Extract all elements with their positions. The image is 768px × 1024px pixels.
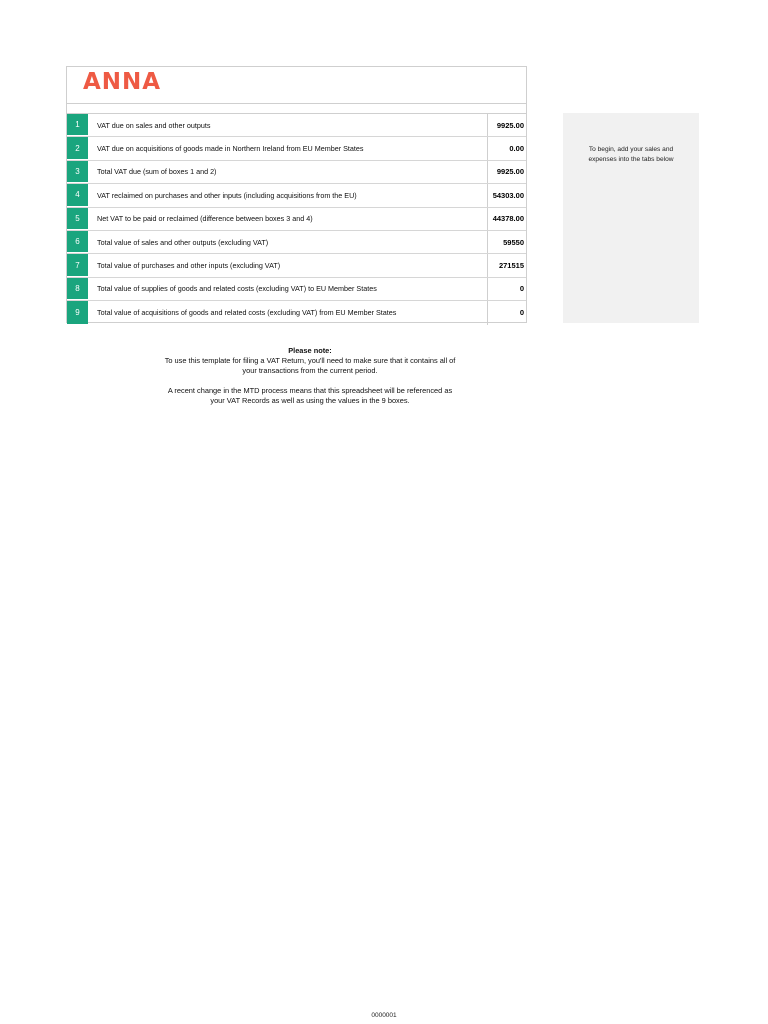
box-number: 3 [67, 161, 88, 183]
instruction-text: To begin, add your sales and expenses into the tabs below [588, 146, 674, 163]
box-value[interactable]: 9925.00 [487, 161, 526, 183]
vat-box-row [67, 278, 526, 301]
box-value[interactable]: 0.00 [487, 137, 526, 159]
box-value[interactable]: 9925.00 [487, 114, 526, 136]
box-description: Total value of supplies of goods and related costs (excluding VAT) to EU Member States [97, 284, 377, 294]
box-number: 7 [67, 254, 88, 276]
box-number: 2 [67, 137, 88, 159]
vat-box-row [67, 208, 526, 231]
box-number: 4 [67, 184, 88, 206]
instruction-panel [563, 113, 699, 323]
note-title: Please note: [288, 346, 332, 355]
box-number: 5 [67, 208, 88, 230]
box-description: VAT due on acquisitions of goods made in Northern Ireland from EU Member States [97, 144, 364, 154]
vat-box-row [67, 231, 526, 254]
vat-box-row [67, 254, 526, 277]
box-value[interactable]: 59550 [487, 231, 526, 253]
box-description: Net VAT to be paid or reclaimed (difference between boxes 3 and 4) [97, 214, 313, 224]
box-description: Total value of acquisitions of goods and related costs (excluding VAT) from EU Member States [97, 308, 397, 318]
vat-box-row [67, 114, 526, 137]
box-value[interactable]: 54303.00 [487, 184, 526, 206]
box-description: Total value of purchases and other inputs (excluding VAT) [97, 261, 281, 271]
spacer-row [67, 103, 526, 114]
box-description: VAT due on sales and other outputs [97, 120, 211, 130]
box-description: Total VAT due (sum of boxes 1 and 2) [97, 167, 217, 177]
vat-boxes-table [67, 114, 526, 325]
box-number: 1 [67, 114, 88, 136]
vat-box-row [67, 184, 526, 207]
logo-row [67, 67, 526, 104]
box-description: Total value of sales and other outputs (excluding VAT) [97, 237, 269, 247]
vat-return-sheet [66, 66, 527, 323]
vat-box-row [67, 137, 526, 160]
vat-box-row [67, 301, 526, 324]
note-paragraph-2: A recent change in the MTD process means that this spreadsheet will be referenced as your VAT Records as well as using the values in the 9 boxes. [167, 386, 453, 405]
vat-box-row [67, 161, 526, 184]
box-value[interactable]: 44378.00 [487, 208, 526, 230]
box-number: 6 [67, 231, 88, 253]
box-description: VAT reclaimed on purchases and other inputs (including acquisitions from the EU) [97, 190, 357, 200]
box-number: 8 [67, 278, 88, 300]
box-value[interactable]: 0 [487, 278, 526, 300]
box-number: 9 [67, 301, 88, 324]
page-code: 0000001 [371, 1012, 397, 1019]
box-value[interactable]: 271515 [487, 254, 526, 276]
please-note-section [160, 346, 460, 406]
box-value[interactable]: 0 [487, 301, 526, 324]
note-paragraph-1: To use this template for filing a VAT Return, you'll need to make sure that it contains all of your transactions from the current period. [164, 356, 456, 375]
anna-logo: ANNA [83, 69, 162, 95]
